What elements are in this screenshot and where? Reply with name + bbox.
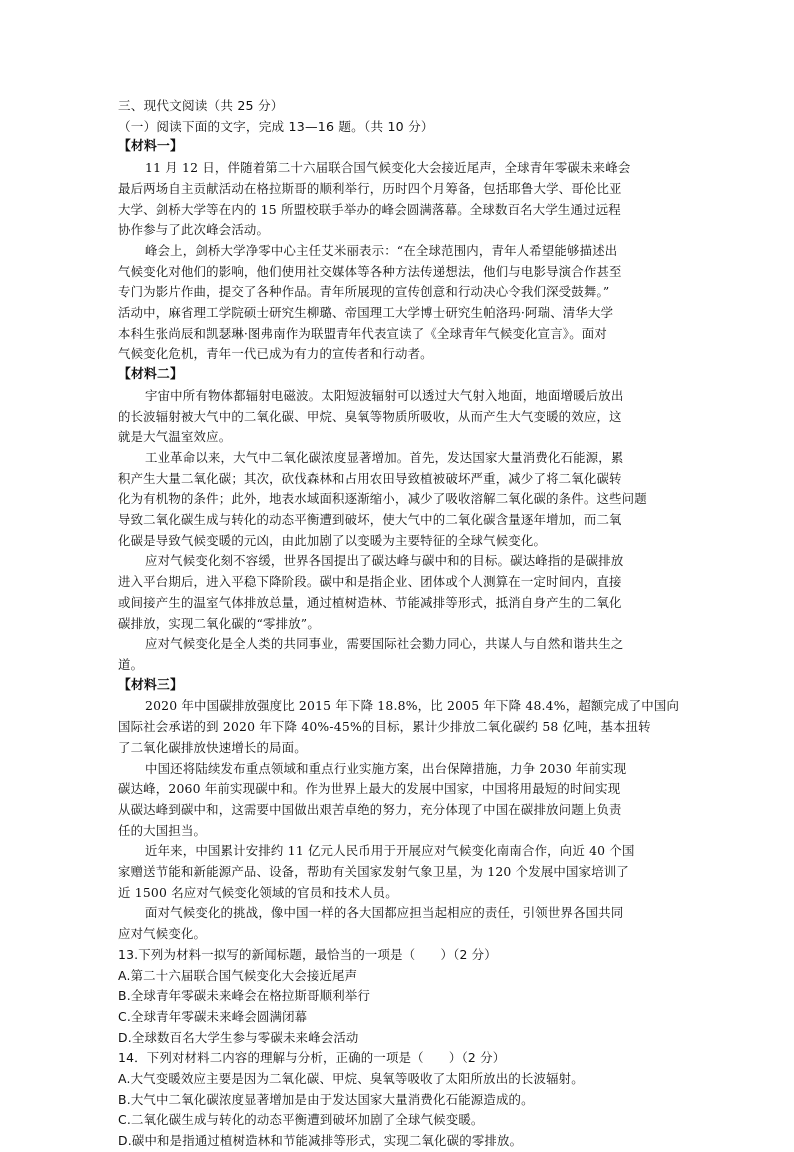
question-14-option-d[interactable]: D.碳中和是指通过植树造林和节能减排等形式，实现二氧化碳的零排放。 — [118, 1133, 523, 1149]
paragraph-line: 应对气候变化刻不容缓，世界各国提出了碳达峰与碳中和的目标。碳达峰指的是碳排放 — [145, 553, 624, 569]
paragraph-line: 本科生张尚辰和凯瑟琳·图弗南作为联盟青年代表宣读了《全球青年气候变化宣言》。面对 — [118, 325, 607, 341]
paragraph-line: 面对气候变化的挑战，像中国一样的各大国都应担当起相应的责任，引领世界各国共同 — [145, 905, 624, 921]
question-13-option-a[interactable]: A.第二十六届联合国气候变化大会接近尾声 — [118, 967, 358, 983]
section-title: 三、现代文阅读（共 25 分） — [118, 98, 284, 113]
paragraph-line: 化碳是导致气候变暖的元凶，由此加剧了以变暖为主要特征的全球气候变化。 — [118, 532, 547, 548]
paragraph-line: 国际社会承诺的到 2020 年下降 40%-45%的目标，累计少排放二氧化碳约 58 亿吨，基本扭转 — [118, 719, 651, 735]
paragraph-line: 近 1500 名应对气候变化领域的官员和技术人员。 — [118, 884, 398, 900]
paragraph-line: 应对气候变化是全人类的共同事业，需要国际社会勠力同心，共谋人与自然和谐共生之 — [145, 636, 624, 652]
paragraph-line: 最后两场自主贡献活动在格拉斯哥的顺利举行，历时四个月筹备，包括耶鲁大学、哥伦比亚 — [118, 180, 622, 196]
question-13-option-d[interactable]: D.全球数百名大学生参与零碳未来峰会活动 — [118, 1029, 359, 1045]
paragraph-line: 中国还将陆续发布重点领域和重点行业实施方案，出台保障措施，力争 2030 年前实现 — [145, 760, 627, 776]
paragraph-line: 的长波辐射被大气中的二氧化碳、甲烷、臭氧等物质所吸收，从而产生大气变暖的效应，这 — [118, 408, 622, 424]
paragraph-line: 化为有机物的条件；此外，地表水域面积逐渐缩小，减少了吸收溶解二氧化碳的条件。这些问题 — [118, 491, 647, 507]
paragraph-line: 活动中，麻省理工学院硕士研究生柳璐、帝国理工大学博士研究生帕洛玛·阿瑞、清华大学 — [118, 305, 614, 321]
question-13-option-b[interactable]: B.全球青年零碳未来峰会在格拉斯哥顺利举行 — [118, 988, 371, 1004]
paragraph-line: 气候变化危机，青年一代已成为有力的宣传者和行动者。 — [118, 346, 433, 362]
question-14-stem: 14．下列对材料二内容的理解与分析，正确的一项是（ ）（2 分） — [118, 1050, 506, 1066]
question-14-option-a[interactable]: A.大气变暖效应主要是因为二氧化碳、甲烷、臭氧等吸收了太阳所放出的长波辐射。 — [118, 1071, 584, 1087]
paragraph-line: 导致二氧化碳生成与转化的动态平衡遭到破坏，使大气中的二氧化碳含量逐年增加，而二氧 — [118, 512, 622, 528]
paragraph-line: 碳排放，实现二氧化碳的“零排放”。 — [118, 615, 320, 631]
paragraph-line: 从碳达峰到碳中和，这需要中国做出艰苦卓绝的努力，充分体现了中国在碳排放问题上负责 — [118, 801, 622, 817]
paragraph-line: 专门为影片作曲，提交了各种作品。青年所展现的宣传创意和行动决心令我们深受鼓舞。” — [118, 284, 610, 300]
material1-header: 【材料一】 — [118, 139, 183, 155]
paragraph-line: 近年来，中国累计安排约 11 亿元人民币用于开展应对气候变化南南合作，向近 40 个国 — [145, 843, 635, 859]
paragraph-line: 11 月 12 日，伴随着第二十六届联合国气候变化大会接近尾声，全球青年零碳未来峰会 — [145, 160, 631, 176]
paragraph-line: 应对气候变化。 — [118, 926, 207, 942]
paragraph-line: 了二氧化碳排放快速增长的局面。 — [118, 739, 307, 755]
paragraph-line: 家赠送节能和新能源产品、设备，帮助有关国家发射气象卫星，为 120 个发展中国家培训了 — [118, 864, 629, 880]
paragraph-line: 就是大气温室效应。 — [118, 429, 232, 445]
paragraph-line: 道。 — [118, 656, 144, 672]
paragraph-line: 2020 年中国碳排放强度比 2015 年下降 18.8%，比 2005 年下降 48.4%，超额完成了中国向 — [145, 698, 680, 714]
exam-page — [118, 96, 686, 1152]
paragraph-line: 大学、剑桥大学等在内的 15 所盟校联手举办的峰会圆满落幕。全球数百名大学生通过远程 — [118, 201, 621, 217]
question-14-option-c[interactable]: C.二氧化碳生成与转化的动态平衡遭到破坏加剧了全球气候变暖。 — [118, 1112, 484, 1128]
question-13-stem: 13.下列为材料一拟写的新闻标题，最恰当的一项是（ ）（2 分） — [118, 946, 497, 962]
material2-header: 【材料二】 — [118, 367, 183, 383]
paragraph-line: 碳达峰，2060 年前实现碳中和。作为世界上最大的发展中国家，中国将用最短的时间实现 — [118, 781, 621, 797]
paragraph-line: 峰会上，剑桥大学净零中心主任艾米丽表示：“在全球范围内，青年人希望能够描述出 — [145, 242, 618, 258]
paragraph-line: 气候变化对他们的影响，他们使用社交媒体等各种方法传递想法，他们与电影导演合作甚至 — [118, 263, 622, 279]
question-13-option-c[interactable]: C.全球青年零碳未来峰会圆满闭幕 — [118, 1008, 308, 1024]
paragraph-line: 积产生大量二氧化碳；其次，砍伐森林和占用农田导致植被破坏严重，减少了将二氧化碳转 — [118, 470, 622, 486]
paragraph-line: 进入平台期后，进入平稳下降阶段。碳中和是指企业、团体或个人测算在一定时间内，直接 — [118, 574, 622, 590]
paragraph-line: 协作参与了此次峰会活动。 — [118, 222, 270, 238]
question-14-option-b[interactable]: B.大气中二氧化碳浓度显著增加是由于发达国家大量消费化石能源造成的。 — [118, 1091, 534, 1107]
paragraph-line: 任的大国担当。 — [118, 822, 207, 838]
paragraph-line: 或间接产生的温室气体排放总量，通过植树造林、节能减排等形式，抵消自身产生的二氧化 — [118, 594, 622, 610]
paragraph-line: 工业革命以来，大气中二氧化碳浓度显著增加。首先，发达国家大量消费化石能源，累 — [145, 449, 624, 465]
paragraph-line: 宇宙中所有物体都辐射电磁波。太阳短波辐射可以透过大气射入地面，地面增暖后放出 — [145, 387, 624, 403]
subsection-title: （一）阅读下面的文字，完成 13—16 题。（共 10 分） — [118, 118, 434, 134]
material3-header: 【材料三】 — [118, 677, 183, 693]
